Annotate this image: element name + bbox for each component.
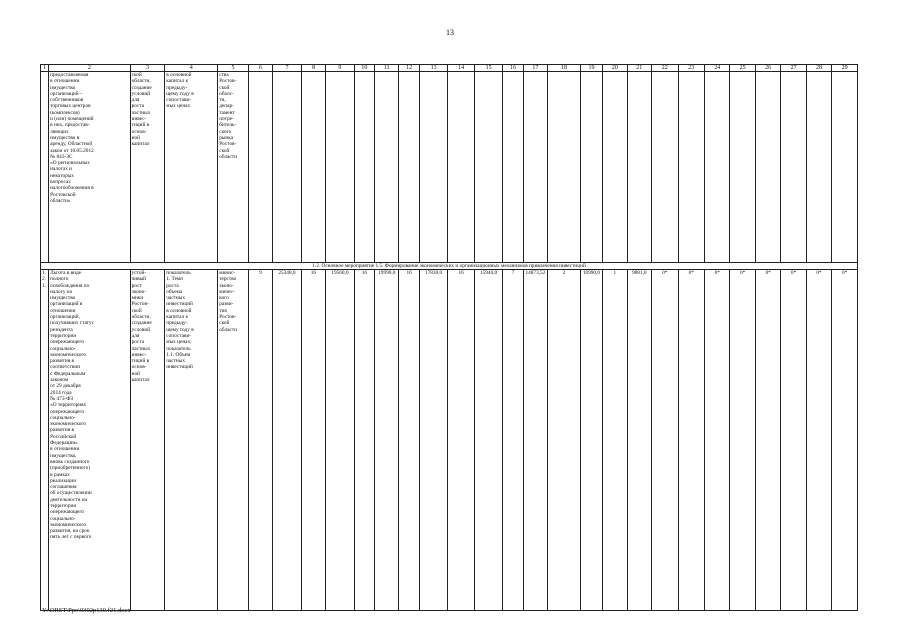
column-number: 28 [806,65,831,72]
column-number: 26 [755,65,780,72]
value-cell: 0* [832,270,858,611]
cell-indicator: показатель 1. Темп роста объема частных инвестиций в основной капитал к предыду- щему году в сопостави- мых ценах; показатель 1.1. Объем частных инвестиций [165,270,218,611]
cell-no [41,72,49,263]
column-number: 24 [704,65,729,72]
column-number: 7 [273,65,302,72]
column-number: 18 [548,65,581,72]
value-cell: 16 [399,270,419,611]
column-number: 3 [130,65,165,72]
column-number: 20 [603,65,627,72]
value-cell: 0* [781,270,806,611]
cell-responsible: минис- терство эконо- мичес- кого разви- тия Ростов- ской области [218,270,249,611]
column-number: 11 [375,65,399,72]
cell-goal: устой- чивый рост эконо- мики Ростов- ской области, создание условий для роста частных инвес- тиций в основ- ной капитал [130,270,165,611]
column-number: 10 [354,65,374,72]
value-cell: 0* [678,270,704,611]
column-number: 13 [419,65,448,72]
section-title: 1.2. Основное мероприятие 1.5. Формирование экономических и организационных механизмов привлечения инвестиций [41,263,858,270]
value-cell: 0* [704,270,729,611]
column-number: 1 [41,65,49,72]
table-row [41,72,858,263]
table-row [41,270,858,611]
value-cell: 17830,0 [419,270,448,611]
cell-indicator: в основной капитал к предыду- щему году в сопостави- мых ценах [165,72,218,263]
value-cell: 16 [448,270,474,611]
value-cell: 25348,0 [273,270,302,611]
column-number-row [41,65,858,72]
value-cell: 19990,0 [375,270,399,611]
column-number: 15 [474,65,503,72]
value-cell: 9881,0 [627,270,651,611]
column-number: 25 [730,65,755,72]
value-cell: 2 [548,270,581,611]
column-number: 21 [627,65,651,72]
column-number: 29 [832,65,858,72]
column-number: 2 [49,65,130,72]
value-cell: 10990,0 [580,270,602,611]
column-number: 16 [503,65,523,72]
cell-description: Льгота в виде полного освобождения по налогу на имущество организаций в отношении организаций, получивших статус резидента территории опережающего социально- экономического развития в соответствии с Федеральным законом от 29 декабря 2014 года № 473-ФЗ «О территориях опережающего социально- экономического развития в Российской Федерации» в отношении имущества, вновь созданного (приобретенного) в рамках реализации соглашения об осуществлении деятельности на территории опережающего социально- экономического развития, на срок пять лет с первого [49,270,130,611]
value-cell: 16 [354,270,374,611]
file-path-footer: Y:\ORST\Ppo\0302p130.f21.docx [42,607,131,614]
tax-benefits-table [40,64,858,611]
value-cell: 0* [730,270,755,611]
value-cell: 0* [755,270,780,611]
value-cell: 7 [503,270,523,611]
value-cell: 15940,0 [474,270,503,611]
column-number: 6 [248,65,272,72]
value-cell: 1 [603,270,627,611]
section-row [41,263,858,270]
value-cell: 14873,52 [523,270,547,611]
cell-description: предоставляемая в отношении имущества организаций – собственников торговых центров (комплексов) и (или) помещений в них, предостав- ляющих имущество в аренду, Областной закон от 10.05.2012 № 843-ЗС «О региональных налогах и некоторых вопросах налогообложения в Ростовской области» [49,72,130,263]
column-number: 5 [218,65,249,72]
column-number: 22 [652,65,678,72]
column-number: 4 [165,65,218,72]
cell-responsible: ства Ростов- ской обалс- ти, депар- тамент потре- битель- ского рынка Ростов- ской области [218,72,249,263]
column-number: 23 [678,65,704,72]
column-number: 9 [326,65,355,72]
column-number: 19 [580,65,602,72]
column-number: 14 [448,65,474,72]
cell-no: 1.2.1. [41,270,49,611]
page-number: 13 [446,28,454,37]
cell-goal: ской области, создание условий для роста частных инвес- тиций в основ- ной капитал [130,72,165,263]
value-cell: 0* [652,270,678,611]
value-cell: 16 [301,270,325,611]
value-cell: 0* [806,270,831,611]
value-cell: 9 [248,270,272,611]
column-number: 12 [399,65,419,72]
value-cell: 19560,0 [326,270,355,611]
column-number: 8 [301,65,325,72]
column-number: 17 [523,65,547,72]
column-number: 27 [781,65,806,72]
